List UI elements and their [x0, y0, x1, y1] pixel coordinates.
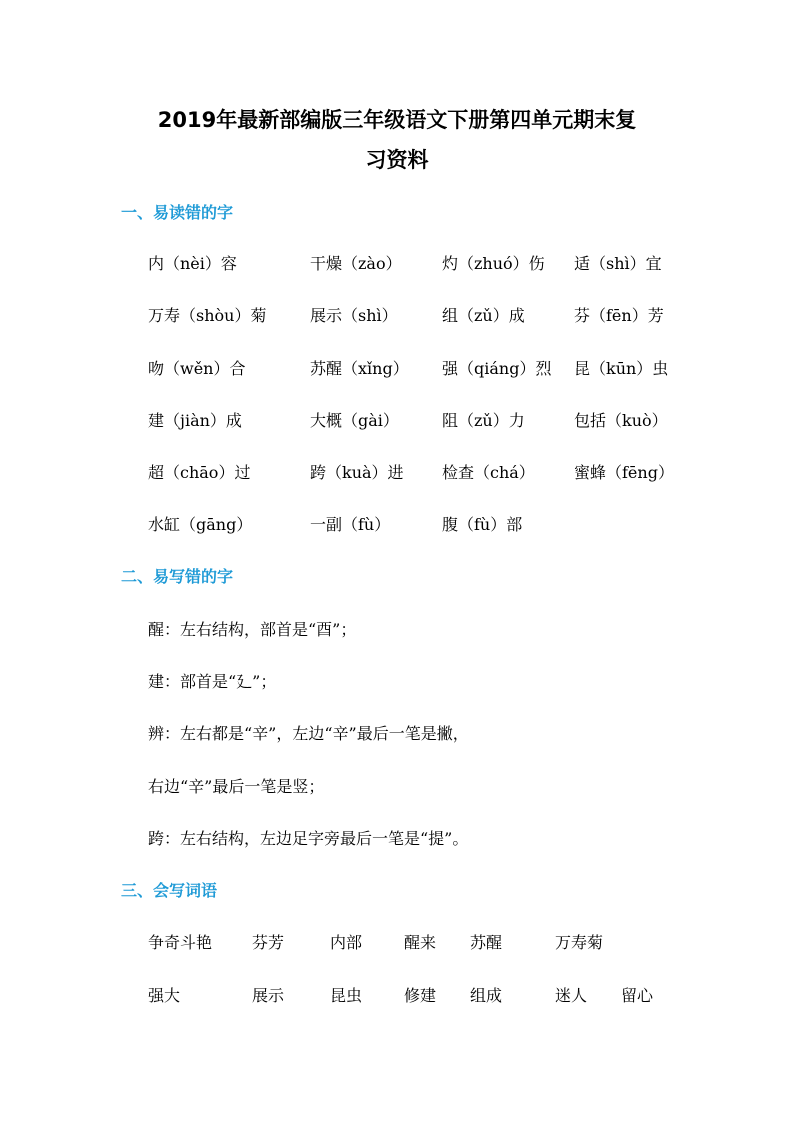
vocab-word: 万寿菊 [555, 933, 604, 952]
pinyin-entry: 苏醒（xǐng） [310, 359, 409, 378]
vocab-word: 苏醒 [470, 933, 503, 952]
vocab-word: 展示 [252, 986, 285, 1005]
pinyin-entry: 芬（fēn）芳 [574, 306, 664, 325]
document-title-line-2: 习资料 [365, 148, 429, 172]
vocab-word: 醒来 [404, 933, 437, 952]
pinyin-row [0, 462, 794, 484]
writing-note: 辨：左右都是“辛”，左边“辛”最后一笔是撇， [148, 724, 469, 743]
section-heading-vocabulary: 三、会写词语 [121, 881, 218, 900]
pinyin-entry: 检查（chá） [442, 463, 535, 482]
pinyin-entry: 干燥（zào） [310, 254, 402, 273]
pinyin-entry: 一副（fù） [310, 515, 391, 534]
pinyin-entry: 蜜蜂（fēng） [574, 463, 674, 482]
section-heading-misread-characters: 一、易读错的字 [121, 203, 234, 222]
vocab-word: 组成 [470, 986, 503, 1005]
vocab-word: 争奇斗艳 [148, 933, 213, 952]
pinyin-entry: 腹（fù）部 [442, 515, 523, 534]
pinyin-entry: 展示（shì） [310, 306, 398, 325]
writing-note: 醒：左右结构，部首是“酉”； [148, 620, 357, 639]
vocab-word: 迷人 [555, 986, 588, 1005]
pinyin-entry: 万寿（shòu）菊 [148, 306, 267, 325]
vocab-word: 芬芳 [252, 933, 285, 952]
pinyin-entry: 适（shì）宜 [574, 254, 662, 273]
pinyin-row [0, 358, 794, 380]
pinyin-entry: 阻（zǔ）力 [442, 411, 525, 430]
pinyin-row [0, 514, 794, 536]
pinyin-entry: 大概（gài） [310, 411, 399, 430]
pinyin-entry: 包括（kuò） [574, 411, 668, 430]
writing-note: 跨：左右结构，左边足字旁最后一笔是“提”。 [148, 829, 469, 848]
pinyin-entry: 跨（kuà）进 [310, 463, 404, 482]
pinyin-entry: 超（chāo）过 [148, 463, 251, 482]
pinyin-entry: 水缸（gāng） [148, 515, 253, 534]
vocab-word: 昆虫 [330, 986, 363, 1005]
document-title-line-1: 2019年最新部编版三年级语文下册第四单元期末复 [157, 108, 637, 132]
pinyin-entry: 昆（kūn）虫 [574, 359, 669, 378]
pinyin-entry: 组（zǔ）成 [442, 306, 525, 325]
pinyin-entry: 灼（zhuó）伤 [442, 254, 545, 273]
pinyin-entry: 强（qiáng）烈 [442, 359, 552, 378]
pinyin-row [0, 305, 794, 327]
vocab-word: 留心 [621, 986, 654, 1005]
writing-note: 建：部首是“廴”； [148, 672, 277, 691]
pinyin-entry: 内（nèi）容 [148, 254, 237, 273]
section-heading-miswritten-characters: 二、易写错的字 [121, 567, 234, 586]
pinyin-entry: 建（jiàn）成 [148, 411, 242, 430]
pinyin-row [0, 410, 794, 432]
pinyin-row [0, 253, 794, 275]
vocab-word: 强大 [148, 986, 181, 1005]
pinyin-entry: 吻（wěn）合 [148, 359, 246, 378]
writing-note: 右边“辛”最后一笔是竖； [148, 777, 325, 796]
vocab-word: 修建 [404, 986, 437, 1005]
vocab-word: 内部 [330, 933, 363, 952]
